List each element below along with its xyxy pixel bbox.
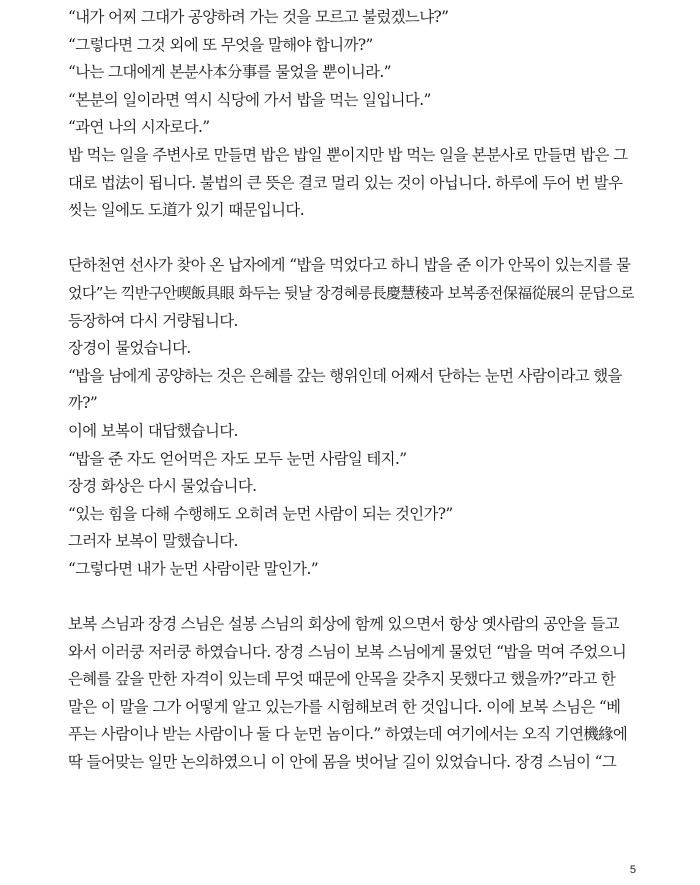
text-line: “있는 힘을 다해 수행해도 오히려 눈먼 사람이 되는 것인가?” [68,504,453,523]
text-line: 푸는 사람이나 받는 사람이나 둘 다 눈먼 놈이다.” 하였는데 여기에서는 오직 기연機緣에 [68,725,628,744]
text-line: 딱 들어맞는 일만 논의하였으니 이 안에 몸을 벗어날 길이 있었습니다. 장경 스님이 “그 [68,753,617,772]
text-line: 까?” [68,394,98,413]
text-line: 단하천연 선사가 찾아 온 납자에게 “밥을 먹었다고 하니 밥을 준 이가 안목이 있는지를 물 [68,256,631,275]
text-line: 었다”는 끽반구안喫飯具眼 화두는 뒷날 장경혜릉長慶慧稜과 보복종전保福從展의 문답으로 [68,283,634,302]
body-text [68,4,634,777]
text-line: “내가 어찌 그대가 공양하려 가는 것을 모르고 불렀겠느냐?” [68,8,449,26]
text-line: “나는 그대에게 본분사本分事를 물었을 뿐이니라.” [68,63,391,82]
text-line: “밥을 준 자도 얻어먹은 자도 모두 눈먼 사람일 테지.” [68,449,407,468]
text-line: 밥 먹는 일을 주변사로 만들면 밥은 밥일 뿐이지만 밥 먹는 일을 본분사로 만들면 밥은 그 [68,145,628,164]
text-line: 장경 화상은 다시 물었습니다. [68,477,257,496]
text-line: 대로 법法이 됩니다. 불법의 큰 뜻은 결코 멀리 있는 것이 아닙니다. 하루에 두어 번 발우 [68,173,623,192]
text-line: 보복 스님과 장경 스님은 설봉 스님의 회상에 함께 있으면서 항상 옛사람의 공안을 들고 [68,615,619,634]
text-line: 등장하여 다시 거량됩니다. [68,311,238,330]
text-line: 이에 보복이 대답했습니다. [68,421,238,440]
text-line: 와서 이러쿵 저러쿵 하였습니다. 장경 스님이 보복 스님에게 물었던 “밥을 먹여 주었으니 [68,642,627,661]
text-line: 장경이 물었습니다. [68,339,191,358]
text-line: “그렇다면 그것 외에 또 무엇을 말해야 합니까?” [68,35,373,54]
text-line: “과연 나의 시자로다.” [68,118,210,137]
text-line: “본분의 일이라면 역시 식당에 가서 밥을 먹는 일입니다.” [68,90,431,109]
text-line: “밥을 남에게 공양하는 것은 은혜를 갚는 행위인데 어째서 단하는 눈먼 사람이라고 했을 [68,366,622,385]
paragraph-gap [68,225,634,253]
text-line: 은혜를 갚을 만한 자격이 있는데 무엇 때문에 안목을 갖추지 못했다고 했을까?”라고 한 [68,670,616,689]
paragraph-gap [68,583,634,611]
text-line: “그렇다면 내가 눈먼 사람이란 말인가.” [68,559,319,578]
text-line: 말은 이 말을 그가 어떻게 알고 있는가를 시험해보려 한 것입니다. 이에 보복 스님은 “베 [68,697,621,716]
page-number: 5 [629,864,636,876]
text-line: 그러자 보복이 말했습니다. [68,532,238,551]
text-line: 씻는 일에도 도道가 있기 때문입니다. [68,201,304,220]
